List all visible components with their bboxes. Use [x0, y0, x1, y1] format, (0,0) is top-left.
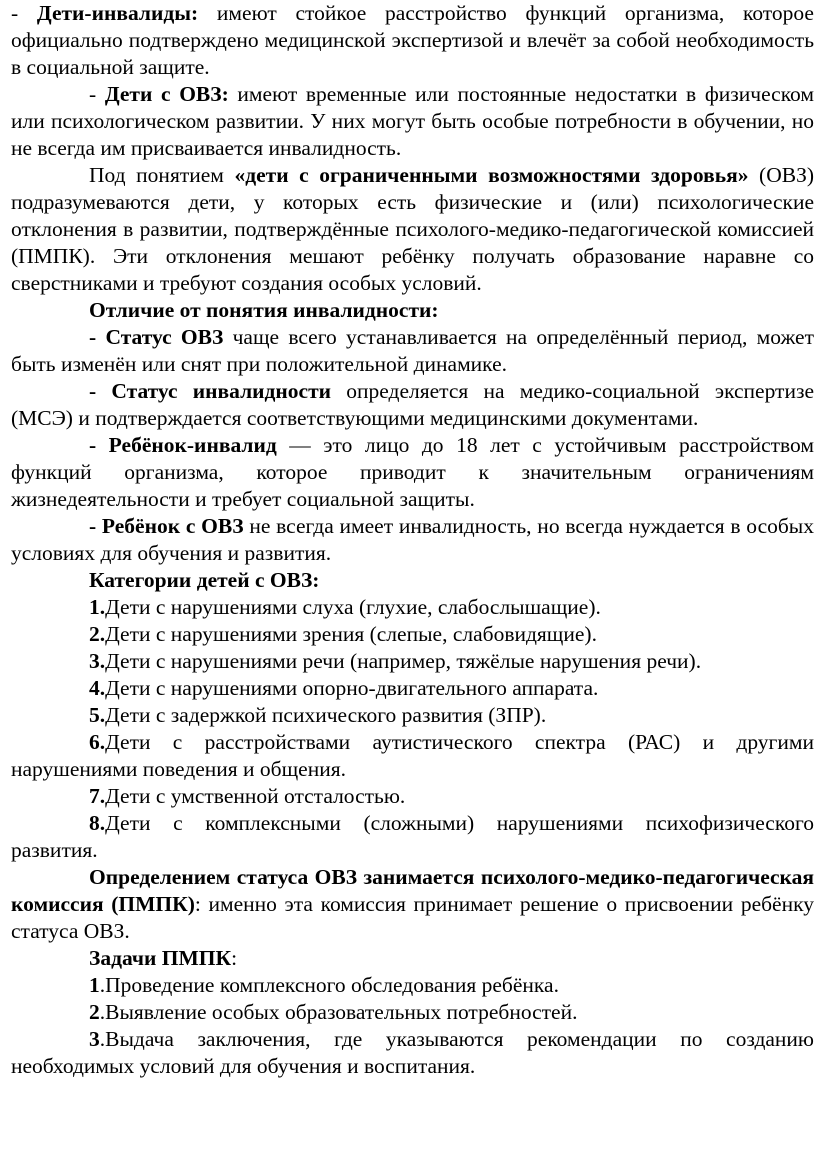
bold-text-run: - Ребёнок с ОВЗ [89, 514, 244, 538]
document-page [11, 0, 814, 1080]
bold-text-run: Категории детей с ОВЗ: [89, 568, 320, 592]
list-item-category-2 [11, 621, 814, 648]
paragraph-children-ovz [11, 81, 814, 162]
text-run: Дети с расстройствами аутистического спектра (РАС) и другими нарушениями поведения и общения. [11, 730, 814, 781]
bold-text-run: 1 [89, 973, 100, 997]
bold-text-run: - Статус инвалидности [89, 379, 332, 403]
bold-text-run: 3. [89, 649, 106, 673]
paragraph-disabled-child [11, 432, 814, 513]
list-item-category-3 [11, 648, 814, 675]
text-run: - [11, 1, 37, 25]
bold-text-run: Дети-инвалиды: [36, 1, 199, 25]
paragraph-child-with-ovz [11, 513, 814, 567]
text-run: имеют стойкое расстройство функций организма, которое официально подтверждено медицинской экспертизой и влечёт за собой необходимость в социальной защите. [11, 1, 814, 79]
text-run: Дети с нарушениями зрения (слепые, слабовидящие). [105, 622, 597, 646]
bold-text-run: - Ребёнок-инвалид [89, 433, 277, 457]
bold-text-run: 1. [89, 595, 106, 619]
text-run: .Выдача заключения, где указываются рекомендации по созданию необходимых условий для обучения и воспитания. [11, 1027, 814, 1078]
text-run: - [89, 82, 105, 106]
heading-difference-from-disability [11, 297, 814, 324]
bold-text-run: «дети с ограниченными возможностями здоровья» [234, 163, 749, 187]
heading-pmpk-tasks [11, 945, 814, 972]
list-item-category-1 [11, 594, 814, 621]
bold-text-run: 8. [89, 811, 106, 835]
text-run: Дети с нарушениями опорно-двигательного аппарата. [105, 676, 599, 700]
text-run: : именно эта комиссия принимает решение о присвоении ребёнку статуса ОВЗ. [11, 892, 814, 943]
bold-text-run: Задачи ПМПК [89, 946, 232, 970]
paragraph-children-disabled [11, 0, 814, 81]
heading-ovz-categories [11, 567, 814, 594]
text-run: Под понятием [89, 163, 235, 187]
text-run: определяется на медико-социальной экспертизе (МСЭ) и подтверждается соответствующими медицинскими документами. [11, 379, 814, 430]
list-item-category-8 [11, 810, 814, 864]
text-run: : [231, 946, 238, 970]
text-run: Дети с умственной отсталостью. [105, 784, 406, 808]
text-run: .Выявление особых образовательных потребностей. [99, 1000, 578, 1024]
bold-text-run: 2. [89, 622, 106, 646]
text-run: — это лицо до 18 лет с устойчивым расстройством функций организма, которое приводит к значительным ограничениям жизнедеятельности и требует социальной защиты. [11, 433, 814, 511]
text-run: не всегда имеет инвалидность, но всегда нуждается в особых условиях для обучения и развития. [11, 514, 814, 565]
list-item-category-5 [11, 702, 814, 729]
list-item-task-2 [11, 999, 814, 1026]
bold-text-run: 2 [89, 1000, 100, 1024]
bold-text-run: 3 [89, 1027, 100, 1051]
text-run: Дети с нарушениями речи (например, тяжёлые нарушения речи). [105, 649, 702, 673]
list-item-task-1 [11, 972, 814, 999]
text-run: Дети с задержкой психического развития (ЗПР). [105, 703, 547, 727]
list-item-task-3 [11, 1026, 814, 1080]
bold-text-run: 6. [89, 730, 106, 754]
text-run: (ОВЗ) подразумеваются дети, у которых есть физические и (или) психологические отклонения в развитии, подтверждённые психолого-медико-педагогической комиссией (ПМПК). Эти отклонения мешают ребёнку получать образование наравне со сверстниками и требуют создания особых условий. [11, 163, 815, 295]
list-item-category-6 [11, 729, 814, 783]
list-item-category-7 [11, 783, 814, 810]
bold-text-run: Отличие от понятия инвалидности: [89, 298, 439, 322]
paragraph-disability-status [11, 378, 814, 432]
text-run: Дети с комплексными (сложными) нарушениями психофизического развития. [11, 811, 814, 862]
bold-text-run: 7. [89, 784, 106, 808]
bold-text-run: 5. [89, 703, 106, 727]
list-item-category-4 [11, 675, 814, 702]
bold-text-run: Определением статуса ОВЗ занимается психолого-медико-педагогическая комиссия (ПМПК) [11, 865, 814, 916]
bold-text-run: - Статус ОВЗ [89, 325, 224, 349]
paragraph-ovz-status [11, 324, 814, 378]
bold-text-run: Дети с ОВЗ: [104, 82, 229, 106]
text-run: чаще всего устанавливается на определённый период, может быть изменён или снят при положительной динамике. [11, 325, 814, 376]
paragraph-ovz-definition [11, 162, 814, 297]
text-run: имеют временные или постоянные недостатки в физическом или психологическом развитии. У них могут быть особые потребности в обучении, но не всегда им присваивается инвалидность. [11, 82, 814, 160]
paragraph-pmpk-role [11, 864, 814, 945]
text-run: Дети с нарушениями слуха (глухие, слабослышащие). [105, 595, 601, 619]
text-run: .Проведение комплексного обследования ребёнка. [99, 973, 559, 997]
bold-text-run: 4. [89, 676, 106, 700]
